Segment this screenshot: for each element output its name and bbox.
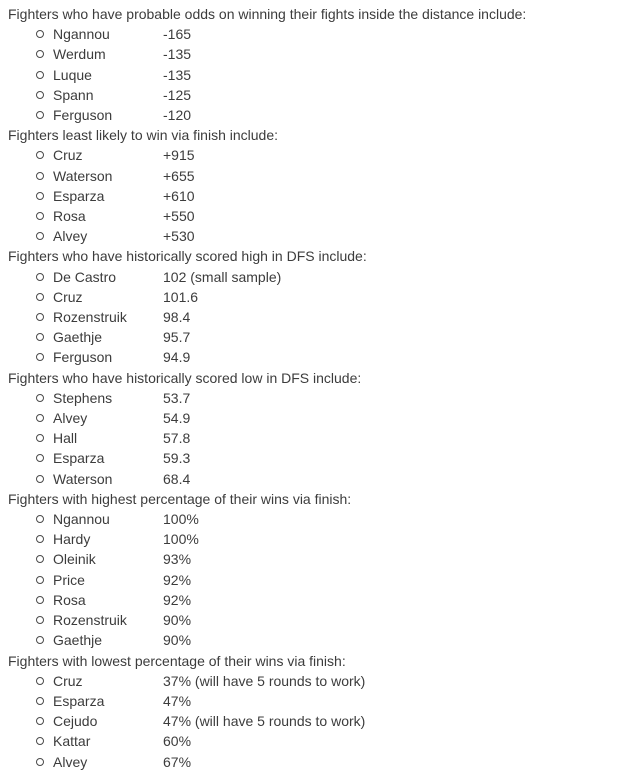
circle-bullet-icon	[36, 636, 44, 644]
section-lowest-finish-rate	[8, 651, 612, 772]
fighter-name: Waterson	[53, 167, 113, 184]
fighter-value: 100%	[163, 511, 199, 528]
section-inside-distance-odds	[8, 4, 612, 125]
circle-bullet-icon	[36, 50, 44, 58]
fighter-value: 54.9	[163, 410, 191, 427]
section-heading: Fighters who have historically scored low in DFS include:	[8, 369, 362, 386]
circle-bullet-icon	[36, 414, 44, 422]
fighter-name: Rozenstruik	[53, 612, 127, 629]
list-item	[8, 287, 612, 307]
list-item	[8, 166, 612, 186]
fighter-name: Ferguson	[53, 107, 113, 124]
list-item	[8, 448, 612, 468]
circle-bullet-icon	[36, 737, 44, 745]
section-highest-finish-rate	[8, 489, 612, 651]
list-item	[8, 24, 612, 44]
circle-bullet-icon	[36, 30, 44, 38]
circle-bullet-icon	[36, 91, 44, 99]
list-item	[8, 570, 612, 590]
fighter-value: 101.6	[163, 288, 199, 305]
list-item	[8, 388, 612, 408]
fighter-value: 92%	[163, 571, 192, 588]
circle-bullet-icon	[36, 192, 44, 200]
list-item	[8, 428, 612, 448]
list-item	[8, 509, 612, 529]
list-item	[8, 711, 612, 731]
fighter-name: Gaethje	[53, 632, 103, 649]
circle-bullet-icon	[36, 172, 44, 180]
fighter-name: Gaethje	[53, 329, 103, 346]
fighter-name: Alvey	[53, 410, 88, 427]
list-item	[8, 327, 612, 347]
fighter-value: 90%	[163, 612, 192, 629]
fighter-value: 93%	[163, 551, 192, 568]
circle-bullet-icon	[36, 273, 44, 281]
section-least-likely-finish	[8, 125, 612, 246]
section-dfs-low-scorers	[8, 368, 612, 489]
list-item	[8, 590, 612, 610]
list-item	[8, 347, 612, 367]
fighter-value: -125	[163, 86, 192, 103]
circle-bullet-icon	[36, 212, 44, 220]
circle-bullet-icon	[36, 555, 44, 563]
fighter-value: +915	[163, 147, 195, 164]
circle-bullet-icon	[36, 717, 44, 725]
list-item	[8, 206, 612, 226]
fighter-value: 100%	[163, 531, 199, 548]
circle-bullet-icon	[36, 515, 44, 523]
list-item	[8, 610, 612, 630]
circle-bullet-icon	[36, 535, 44, 543]
circle-bullet-icon	[36, 394, 44, 402]
fighter-value: 47%	[163, 692, 192, 709]
fighter-value: -135	[163, 46, 192, 63]
fighter-name: Spann	[53, 86, 94, 103]
fighter-name: Waterson	[53, 470, 113, 487]
list-item	[8, 549, 612, 569]
section-heading: Fighters with highest percentage of their wins via finish:	[8, 490, 352, 507]
fighter-name: Rosa	[53, 208, 86, 225]
fighter-name: Werdum	[53, 46, 106, 63]
list-item	[8, 307, 612, 327]
circle-bullet-icon	[36, 71, 44, 79]
circle-bullet-icon	[36, 293, 44, 301]
fighter-value: 47% (will have 5 rounds to work)	[163, 713, 366, 730]
fighter-value: 95.7	[163, 329, 191, 346]
circle-bullet-icon	[36, 677, 44, 685]
fighter-name: Hall	[53, 430, 78, 447]
circle-bullet-icon	[36, 313, 44, 321]
fighter-name: Esparza	[53, 450, 105, 467]
list-item	[8, 731, 612, 751]
fighter-name: Stephens	[53, 389, 113, 406]
circle-bullet-icon	[36, 576, 44, 584]
fighter-name: Cruz	[53, 147, 83, 164]
list-item	[8, 44, 612, 64]
fighter-value: 92%	[163, 591, 192, 608]
circle-bullet-icon	[36, 596, 44, 604]
fighter-value: +530	[163, 228, 195, 245]
fighter-value: -120	[163, 107, 192, 124]
circle-bullet-icon	[36, 111, 44, 119]
section-heading: Fighters with lowest percentage of their wins via finish:	[8, 652, 346, 669]
fighter-value: 60%	[163, 733, 192, 750]
list-item	[8, 65, 612, 85]
list-item	[8, 630, 612, 650]
list-item	[8, 752, 612, 772]
fighter-name: De Castro	[53, 268, 117, 285]
list-item	[8, 691, 612, 711]
list-item	[8, 671, 612, 691]
circle-bullet-icon	[36, 151, 44, 159]
fighter-value: 98.4	[163, 309, 191, 326]
section-heading: Fighters least likely to win via finish include:	[8, 127, 279, 144]
fighter-value: 53.7	[163, 389, 191, 406]
circle-bullet-icon	[36, 697, 44, 705]
fighter-name: Price	[53, 571, 85, 588]
fighter-name: Esparza	[53, 187, 105, 204]
fighter-value: 57.8	[163, 430, 191, 447]
list-item	[8, 469, 612, 489]
fighter-name: Hardy	[53, 531, 91, 548]
list-item	[8, 85, 612, 105]
circle-bullet-icon	[36, 232, 44, 240]
fighter-name: Cruz	[53, 288, 83, 305]
circle-bullet-icon	[36, 475, 44, 483]
fighter-value: 102 (small sample)	[163, 268, 282, 285]
circle-bullet-icon	[36, 353, 44, 361]
fighter-name: Rozenstruik	[53, 309, 127, 326]
fighter-name: Rosa	[53, 591, 86, 608]
fighter-name: Ferguson	[53, 349, 113, 366]
circle-bullet-icon	[36, 758, 44, 766]
fighter-name: Alvey	[53, 228, 88, 245]
fighter-name: Ngannou	[53, 26, 110, 43]
list-item	[8, 105, 612, 125]
fighter-name: Kattar	[53, 733, 91, 750]
circle-bullet-icon	[36, 333, 44, 341]
section-heading: Fighters who have historically scored high in DFS include:	[8, 248, 367, 265]
list-item	[8, 145, 612, 165]
fighter-name: Luque	[53, 66, 92, 83]
circle-bullet-icon	[36, 616, 44, 624]
section-heading: Fighters who have probable odds on winning their fights inside the distance include:	[8, 6, 527, 22]
fighter-value: 68.4	[163, 470, 191, 487]
list-item	[8, 267, 612, 287]
fighter-name: Ngannou	[53, 511, 110, 528]
fighter-value: +655	[163, 167, 195, 184]
fighter-name: Cruz	[53, 672, 83, 689]
fighter-value: -135	[163, 66, 192, 83]
fighter-value: +610	[163, 187, 195, 204]
list-item	[8, 186, 612, 206]
section-dfs-high-scorers	[8, 246, 612, 367]
fighter-value: 90%	[163, 632, 192, 649]
fighter-name: Esparza	[53, 692, 105, 709]
fighter-name: Alvey	[53, 753, 88, 770]
fighter-name: Oleinik	[53, 551, 96, 568]
fighter-name: Cejudo	[53, 713, 98, 730]
list-item	[8, 226, 612, 246]
list-item	[8, 529, 612, 549]
fighter-value: 37% (will have 5 rounds to work)	[163, 672, 366, 689]
circle-bullet-icon	[36, 454, 44, 462]
fighter-value: 94.9	[163, 349, 191, 366]
fighter-value: -165	[163, 26, 192, 43]
fighter-value: 59.3	[163, 450, 191, 467]
fighter-value: 67%	[163, 753, 192, 770]
circle-bullet-icon	[36, 434, 44, 442]
list-item	[8, 408, 612, 428]
fighter-value: +550	[163, 208, 195, 225]
